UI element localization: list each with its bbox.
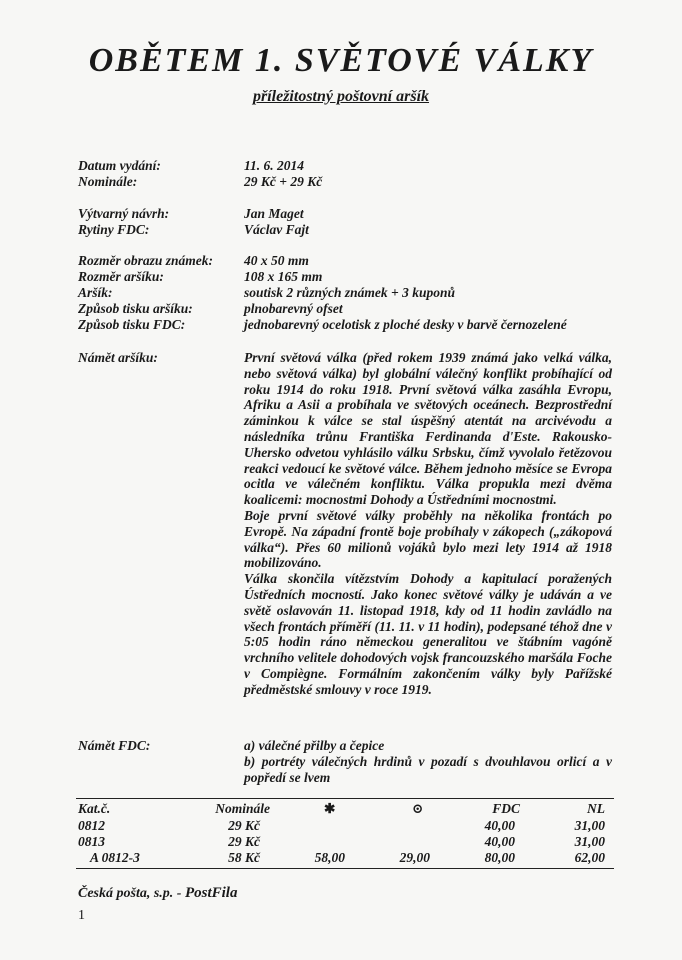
table-header-mint-icon: ✱ <box>324 801 336 816</box>
field-label-sheet: Aršík: <box>78 285 113 300</box>
field-label-nominal: Nominále: <box>78 174 138 189</box>
document-subtitle: příležitostný poštovní aršík <box>252 88 430 105</box>
field-label-sheet-size: Rozměr aršíku: <box>78 269 164 284</box>
table-header-fdc: FDC <box>492 801 520 816</box>
sheet-subject-paragraph: První světová válka (před rokem 1939 známá jako velká válka, nebo světová válka) byl globální válečný konflikt probíhající od roku 1914 do roku 1918. První světová válka zasáhla Evropu, Afriku a Asii a probíhala ve světových oceánech. Bezprostřední záminkou k válce se stal úspěšný atentát na arcivévodu a následníka trůnu Františka Ferdinanda d'Este. Rakousko-Uhersko odvetou vyhlásilo válku Srbsku, čímž vyvolalo řetězovou reakci vedoucí ke světové válce. Během jednoho měsíce se Evropa ocitla ve válečném konfliktu. Válka propukla mezi dvěma koalicemi: mocnostmi Dohody a Ústředními mocnostmi. <box>244 350 612 508</box>
table-bottom-rule <box>76 868 614 869</box>
table-header-used-icon: ⊙ <box>412 801 424 816</box>
table-cell-cat-no: A 0812-3 <box>90 850 140 865</box>
table-cell-nominal: 29 Kč <box>228 834 260 849</box>
table-header-nominal: Nominále <box>215 801 270 816</box>
table-header-cat-no: Kat.č. <box>78 801 111 816</box>
field-value-sheet: soutisk 2 různých známek + 3 kuponů <box>244 285 456 300</box>
table-cell-used: 29,00 <box>399 850 430 865</box>
table-cell-nl: 31,00 <box>574 818 605 833</box>
field-value-sheet-size: 108 x 165 mm <box>244 269 323 284</box>
fdc-subject-text <box>244 738 612 785</box>
field-value-design: Jan Maget <box>244 206 304 221</box>
table-header-nl: NL <box>587 801 605 816</box>
table-cell-fdc: 40,00 <box>484 818 515 833</box>
table-cell-nl: 31,00 <box>574 834 605 849</box>
table-cell-nl: 62,00 <box>574 850 605 865</box>
document-title: OBĚTEM 1. SVĚTOVÉ VÁLKY <box>88 42 594 79</box>
field-value-engraving: Václav Fajt <box>244 222 309 237</box>
footer-issuer <box>78 885 237 902</box>
page-number: 1 <box>78 908 85 923</box>
field-value-stamp-size: 40 x 50 mm <box>244 253 309 268</box>
field-label-fdc-subject: Námět FDC: <box>78 738 151 753</box>
sheet-subject-paragraph: Válka skončila vítězstvím Dohody a kapitulací poražených Ústředních mocností. Jako konec světové války je udáván a ve světě oslavován 11. listopad 1918, kdy od 11 hodin zavládlo na všech frontách příměří (11. 11. v 11 hodin), podepsané téhož dne v 5:05 hodin ráno německou generalitou ve štábním vagóně vrchního velitele dohodových vojsk francouzského maršála Foche v Compiègne. Formálním zakončením války byly Pařížské předměstské smlouvy v roce 1919. <box>244 571 612 697</box>
field-label-fdc-print: Způsob tisku FDC: <box>78 317 186 332</box>
table-cell-nominal: 29 Kč <box>228 818 260 833</box>
field-label-issue-date: Datum vydání: <box>78 158 161 173</box>
fdc-subject-item: b) portréty válečných hrdinů v pozadí s dvouhlavou orlicí a v popředí se lvem <box>244 753 612 785</box>
sheet-subject-text <box>244 350 612 698</box>
table-cell-cat-no: 0812 <box>78 818 105 833</box>
field-value-fdc-print: jednobarevný ocelotisk z ploché desky v barvě černozelené <box>244 317 567 332</box>
field-value-sheet-print: plnobarevný ofset <box>244 301 343 316</box>
table-top-rule <box>76 798 614 799</box>
postfila-brand: PostFila <box>184 885 238 901</box>
table-cell-fdc: 40,00 <box>484 834 515 849</box>
issuer-name: Česká pošta, s.p. - <box>78 886 182 901</box>
field-value-nominal: 29 Kč + 29 Kč <box>244 174 323 189</box>
field-label-sheet-print: Způsob tisku aršíku: <box>78 301 193 316</box>
fdc-subject-item: a) válečné přilby a čepice <box>244 738 385 753</box>
field-label-design: Výtvarný návrh: <box>78 206 170 221</box>
field-label-sheet-subject: Námět aršíku: <box>78 350 158 365</box>
field-value-issue-date: 11. 6. 2014 <box>244 158 305 173</box>
field-label-engraving: Rytiny FDC: <box>78 222 150 237</box>
table-cell-nominal: 58 Kč <box>228 850 260 865</box>
field-label-stamp-size: Rozměr obrazu známek: <box>78 253 214 268</box>
table-cell-mint: 58,00 <box>314 850 345 865</box>
sheet-subject-paragraph: Boje první světové války proběhly na několika frontách po Evropě. Na západní frontě boje probíhaly v zákopech („zákopová válka“). Přes 60 milionů vojáků bylo mezi lety 1914 až 1918 mobilizováno. <box>244 507 612 571</box>
table-cell-fdc: 80,00 <box>484 850 515 865</box>
table-cell-cat-no: 0813 <box>78 834 105 849</box>
